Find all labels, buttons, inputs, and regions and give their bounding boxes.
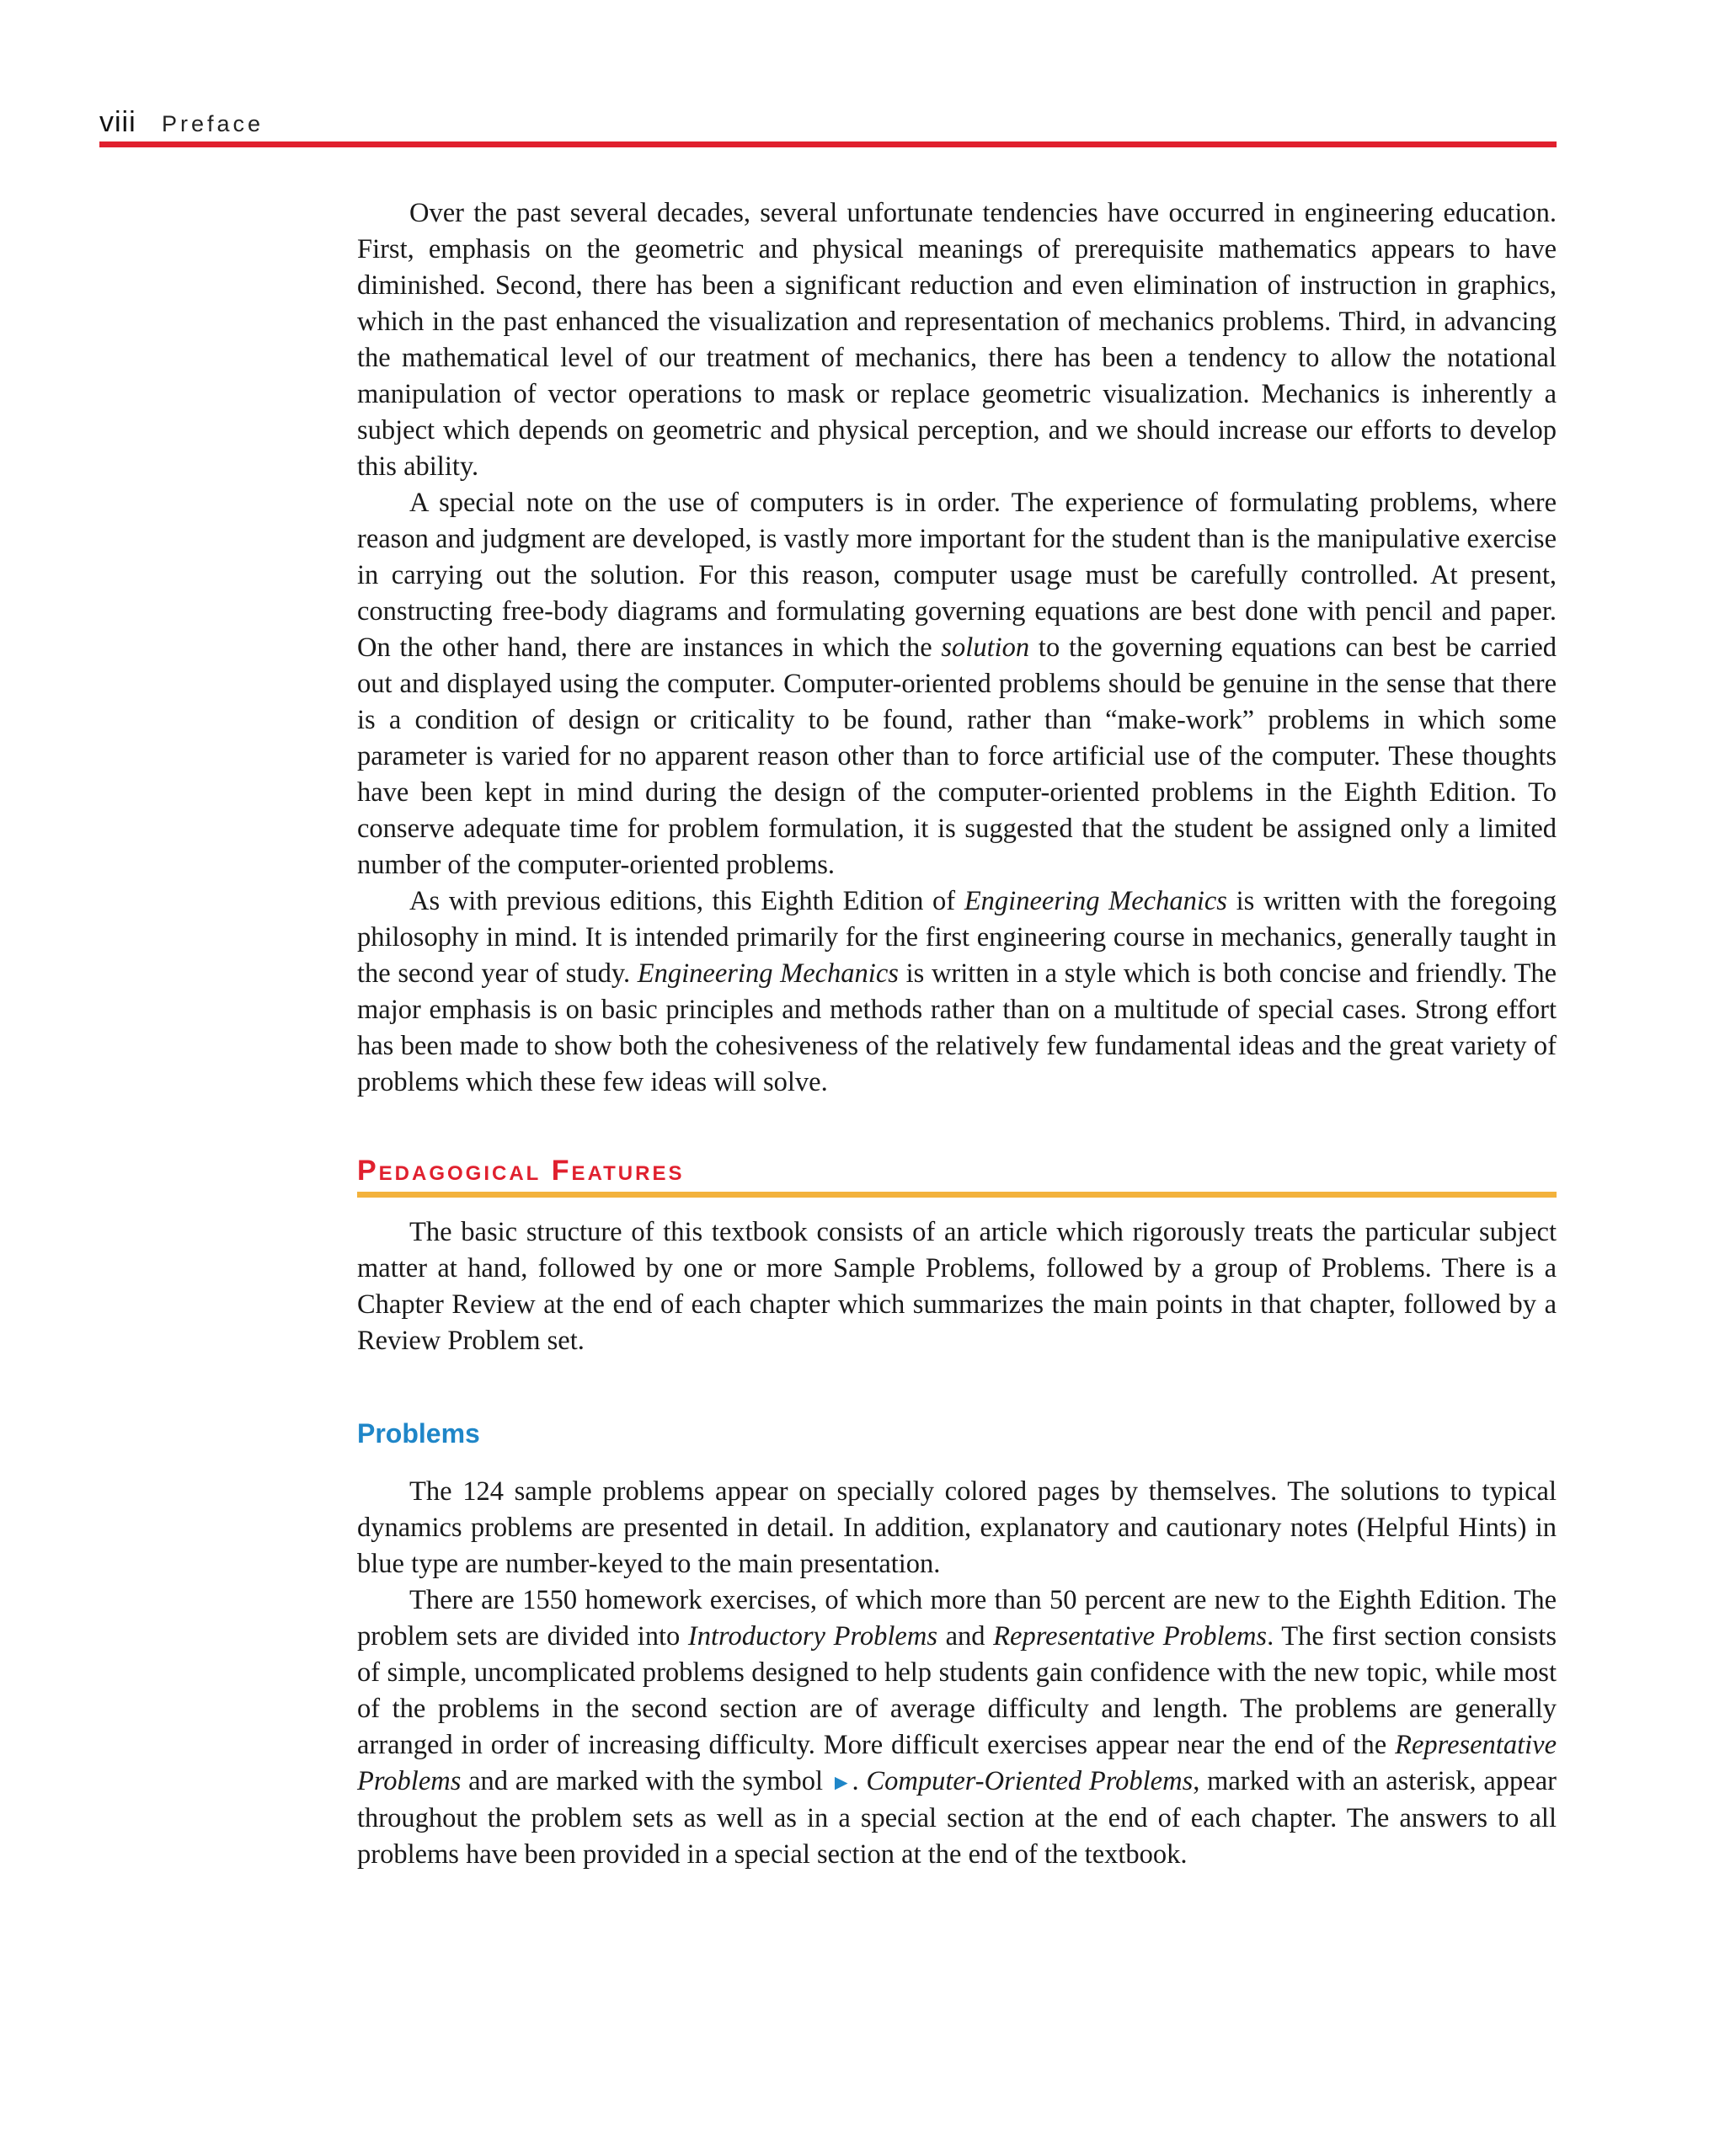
book-title-emphasis: Engineering Mechanics xyxy=(964,886,1227,916)
text-run: As with previous editions, this Eighth Edition of xyxy=(409,886,964,916)
text-run: is written in a style which is both concise and friendly. The major emphasis is on basic principles and methods rather than on a multitude of special cases. Strong effort has been made to show both the cohesiveness of the relatively few fundamental ideas and the great variety of problems which these few ideas will solve. xyxy=(357,958,1557,1097)
text-run: A special note on the use of computers is in order. The experience of formulating problems, where reason and judgment are developed, is vastly more important for the student than is the manipulative exercise in carrying out the solution. For this reason, computer usage must be carefully controlled. At present, constructing free-body diagrams and formulating governing equations are best done with pencil and paper. On the other hand, there are instances in which the xyxy=(357,488,1557,663)
emphasis-computer-oriented-problems: Computer-Oriented Problems xyxy=(866,1766,1194,1796)
paragraph-homework xyxy=(357,1582,1557,1873)
header-rule xyxy=(99,141,1557,147)
text-run: . xyxy=(852,1766,867,1796)
running-head-title: Preface xyxy=(162,111,264,136)
paragraph-structure: The basic structure of this textbook consists of an article which rigorously treats the particular subject matter at hand, followed by one or more Sample Problems, followed by a group of Problems. There is a Chapter Review at the end of each chapter which summarizes the main points in that chapter, followed by a Review Problem set. xyxy=(357,1217,1557,1356)
text-run: and are marked with the symbol xyxy=(461,1766,830,1796)
emphasis-representative-problems: Representative Problems xyxy=(357,1730,1557,1796)
text-run: . The first section consists of simple, uncomplicated problems designed to help students gain confidence with the new topic, while most of the problems in the second section are of average difficulty and length. The problems are generally arranged in order of increasing difficulty. More difficult exercises appear near the end of the xyxy=(357,1621,1557,1760)
book-title-emphasis: Engineering Mechanics xyxy=(637,958,899,989)
paragraph-computers xyxy=(357,485,1557,883)
paragraph-tendencies: Over the past several decades, several unfortunate tendencies have occurred in engineering education. First, emphasis on the geometric and physical meanings of prerequisite mathematics appears to have diminished. Second, there has been a significant reduction and even elimination of instruction in graphics, which in the past enhanced the visualization and representation of mechanics problems. Third, in advancing the mathematical level of our treatment of mechanics, there has been a tendency to allow the notational manipulation of vector operations to mask or replace geometric visualization. Mechanics is inherently a subject which depends on geometric and physical perception, and we should increase our efforts to develop this ability. xyxy=(357,198,1557,482)
subsection-heading-problems: Problems xyxy=(357,1418,480,1449)
difficulty-triangle-icon: ► xyxy=(830,1770,852,1795)
section-heading-rule xyxy=(357,1192,1557,1198)
paragraph-sample-problems: The 124 sample problems appear on specially colored pages by themselves. The solutions to typical dynamics problems are presented in detail. In addition, explanatory and cautionary notes (Helpful Hints) in blue type are number-keyed to the main presentation. xyxy=(357,1476,1557,1579)
paragraph-philosophy xyxy=(357,883,1557,1101)
emphasis-introductory-problems: Introductory Problems xyxy=(687,1621,937,1652)
emphasis-representative-problems: Representative Problems xyxy=(993,1621,1268,1652)
emphasis-solution: solution xyxy=(941,632,1030,663)
text-run: There are 1550 homework exercises, of which more than 50 percent are new to the Eighth Edition. The problem sets are divided into xyxy=(357,1585,1557,1652)
page-number: viii xyxy=(99,106,136,138)
text-run: to the governing equations can best be carried out and displayed using the computer. Computer-oriented problems should be genuine in the sense that there is a condition of design or criticality to be found, rather than “make-work” problems in which some parameter is varied for no apparent reason other than to force artificial use of the computer. These thoughts have been kept in mind during the design of the computer-oriented problems in the Eighth Edition. To conserve adequate time for problem formulation, it is suggested that the student be assigned only a limited number of the computer-oriented problems. xyxy=(357,632,1557,880)
section-heading-pedagogical-features: Pedagogical Features xyxy=(357,1155,685,1187)
page-body xyxy=(357,195,1557,1873)
text-run: , marked with an asterisk, appear throughout the problem sets as well as in a special section at the end of each chapter. The answers to all problems have been provided in a special section at the end of the textbook. xyxy=(357,1766,1557,1870)
text-run: and xyxy=(937,1621,994,1652)
text-run: is written with the foregoing philosophy in mind. It is intended primarily for the first engineering course in mechanics, generally taught in the second year of study. xyxy=(357,886,1557,989)
